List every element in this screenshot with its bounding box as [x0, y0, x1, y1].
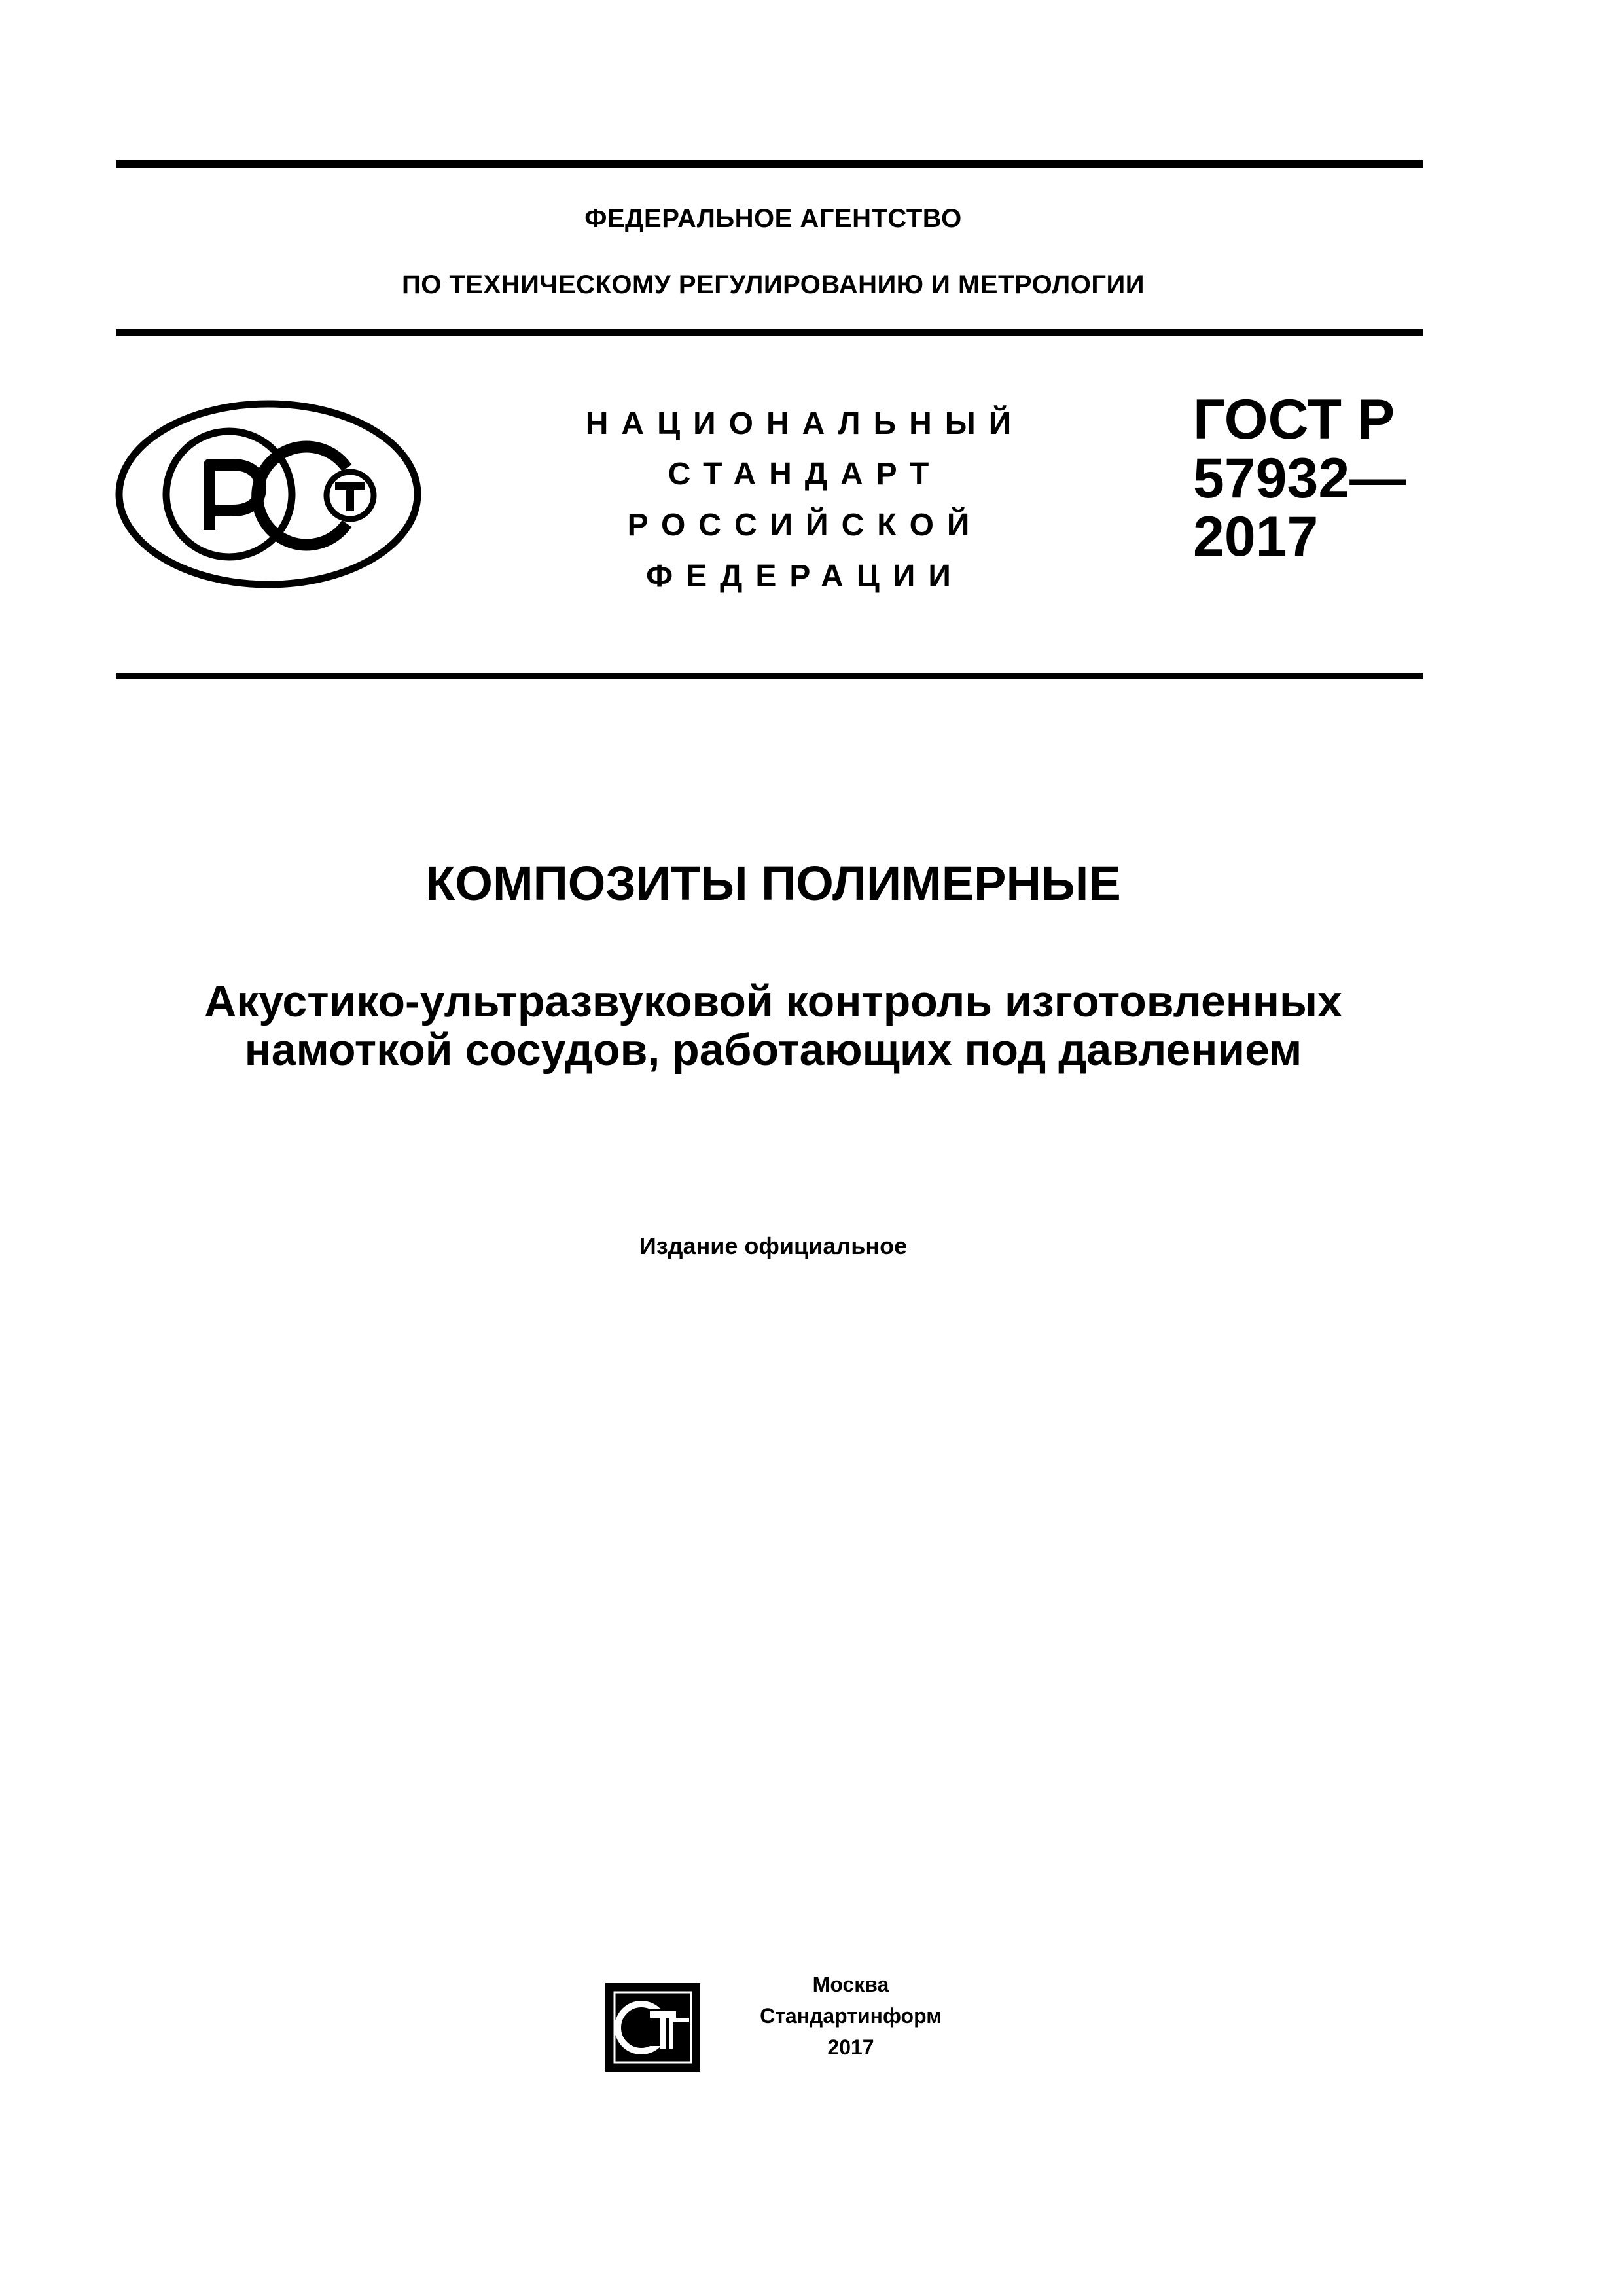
document-subtitle-line-1: Акустико-ультразвуковой контроль изготовленных [204, 977, 1342, 1026]
designation-divider-rule [116, 673, 1423, 679]
rst-logo [111, 396, 425, 592]
document-subtitle-line-2: намоткой сосудов, работающих под давлением [244, 1025, 1302, 1075]
edition-label: Издание официальное [639, 1232, 908, 1259]
designation-line-3: 2017 [1193, 505, 1319, 568]
designation-line-1: ГОСТ Р [1193, 388, 1395, 451]
designation-line-2: 57932— [1193, 447, 1406, 510]
agency-line-1: ФЕДЕРАЛЬНОЕ АГЕНТСТВО [584, 204, 962, 233]
national-standard-line-2: СТАНДАРТ [668, 457, 942, 492]
publisher-name: Стандартинформ [760, 2004, 942, 2028]
standartinform-logo [605, 1983, 700, 2072]
agency-line-2: ПО ТЕХНИЧЕСКОМУ РЕГУЛИРОВАНИЮ И МЕТРОЛОГИИ [401, 270, 1145, 299]
standartinform-logo-icon [605, 1983, 700, 2072]
publisher-city: Москва [812, 1973, 889, 1996]
rst-certification-mark-icon [111, 396, 425, 592]
national-standard-line-1: НАЦИОНАЛЬНЫЙ [585, 406, 1025, 441]
publisher-year: 2017 [827, 2036, 874, 2059]
document-title: КОМПОЗИТЫ ПОЛИМЕРНЫЕ [425, 856, 1121, 910]
top-rule [116, 160, 1423, 168]
national-standard-line-4: ФЕДЕРАЦИИ [646, 559, 964, 594]
header-divider-rule [116, 329, 1423, 336]
national-standard-line-3: РОССИЙСКОЙ [627, 508, 983, 543]
